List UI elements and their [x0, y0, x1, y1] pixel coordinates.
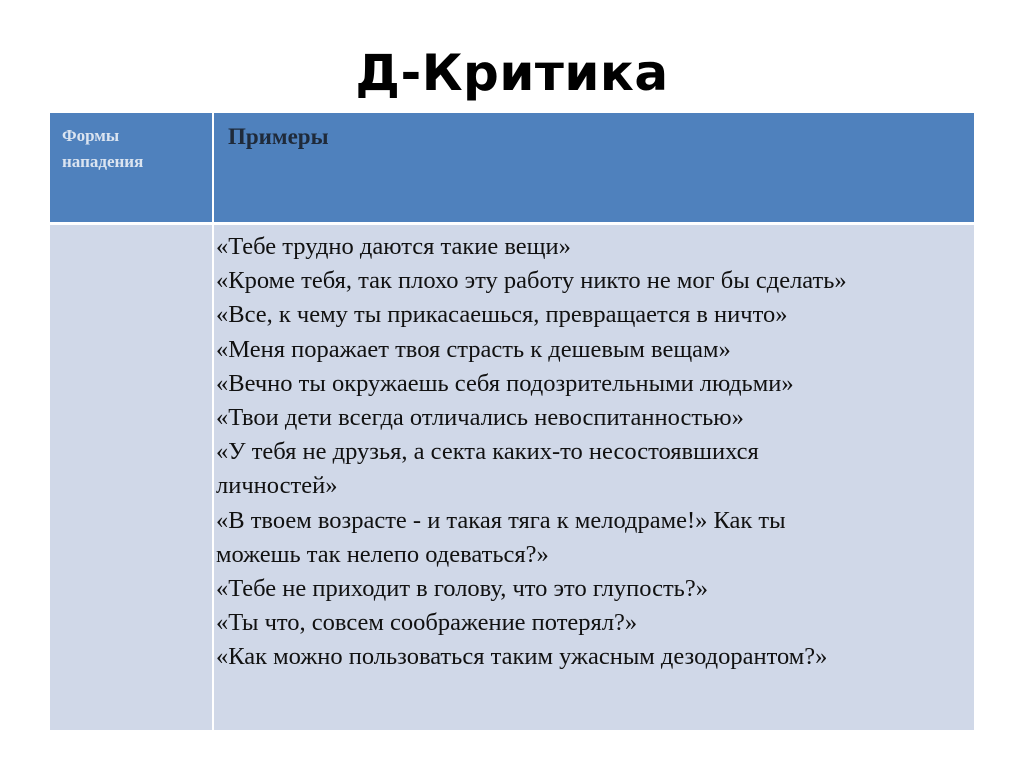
- example-line: «Тебе не приходит в голову, что это глупость?»: [216, 575, 708, 603]
- column-divider: [212, 113, 214, 730]
- attack-forms-table: [50, 113, 974, 730]
- example-line: «Вечно ты окружаешь себя подозрительными людьми»: [216, 369, 794, 397]
- header-cell-forms: [62, 123, 202, 175]
- row-divider: [50, 222, 974, 225]
- header-forms-line2: нападения: [62, 152, 144, 171]
- example-line: можешь так нелепо одеваться?»: [216, 540, 549, 568]
- example-line: «В твоем возрасте - и такая тяга к мелодраме!» Как ты: [216, 506, 786, 534]
- example-line: «Все, к чему ты прикасаешься, превращается в ничто»: [216, 301, 788, 329]
- header-forms-line1: Формы: [62, 126, 120, 145]
- example-line: «У тебя не друзья, а секта каких-то несостоявшихся: [216, 438, 759, 466]
- example-line: «Меня поражает твоя страсть к дешевым вещам»: [216, 335, 731, 363]
- example-line: «Ты что, совсем соображение потерял?»: [216, 609, 638, 637]
- example-line: личностей»: [216, 472, 338, 500]
- header-cell-examples: Примеры: [228, 124, 329, 149]
- example-line: «Как можно пользоваться таким ужасным дезодорантом?»: [216, 643, 828, 671]
- examples-list: [216, 230, 966, 675]
- example-line: «Кроме тебя, так плохо эту работу никто не мог бы сделать»: [216, 267, 847, 295]
- slide-title: Д-Критика: [355, 44, 669, 102]
- example-line: «Твои дети всегда отличались невоспитанностью»: [216, 404, 744, 432]
- example-line: «Тебе трудно даются такие вещи»: [216, 233, 571, 260]
